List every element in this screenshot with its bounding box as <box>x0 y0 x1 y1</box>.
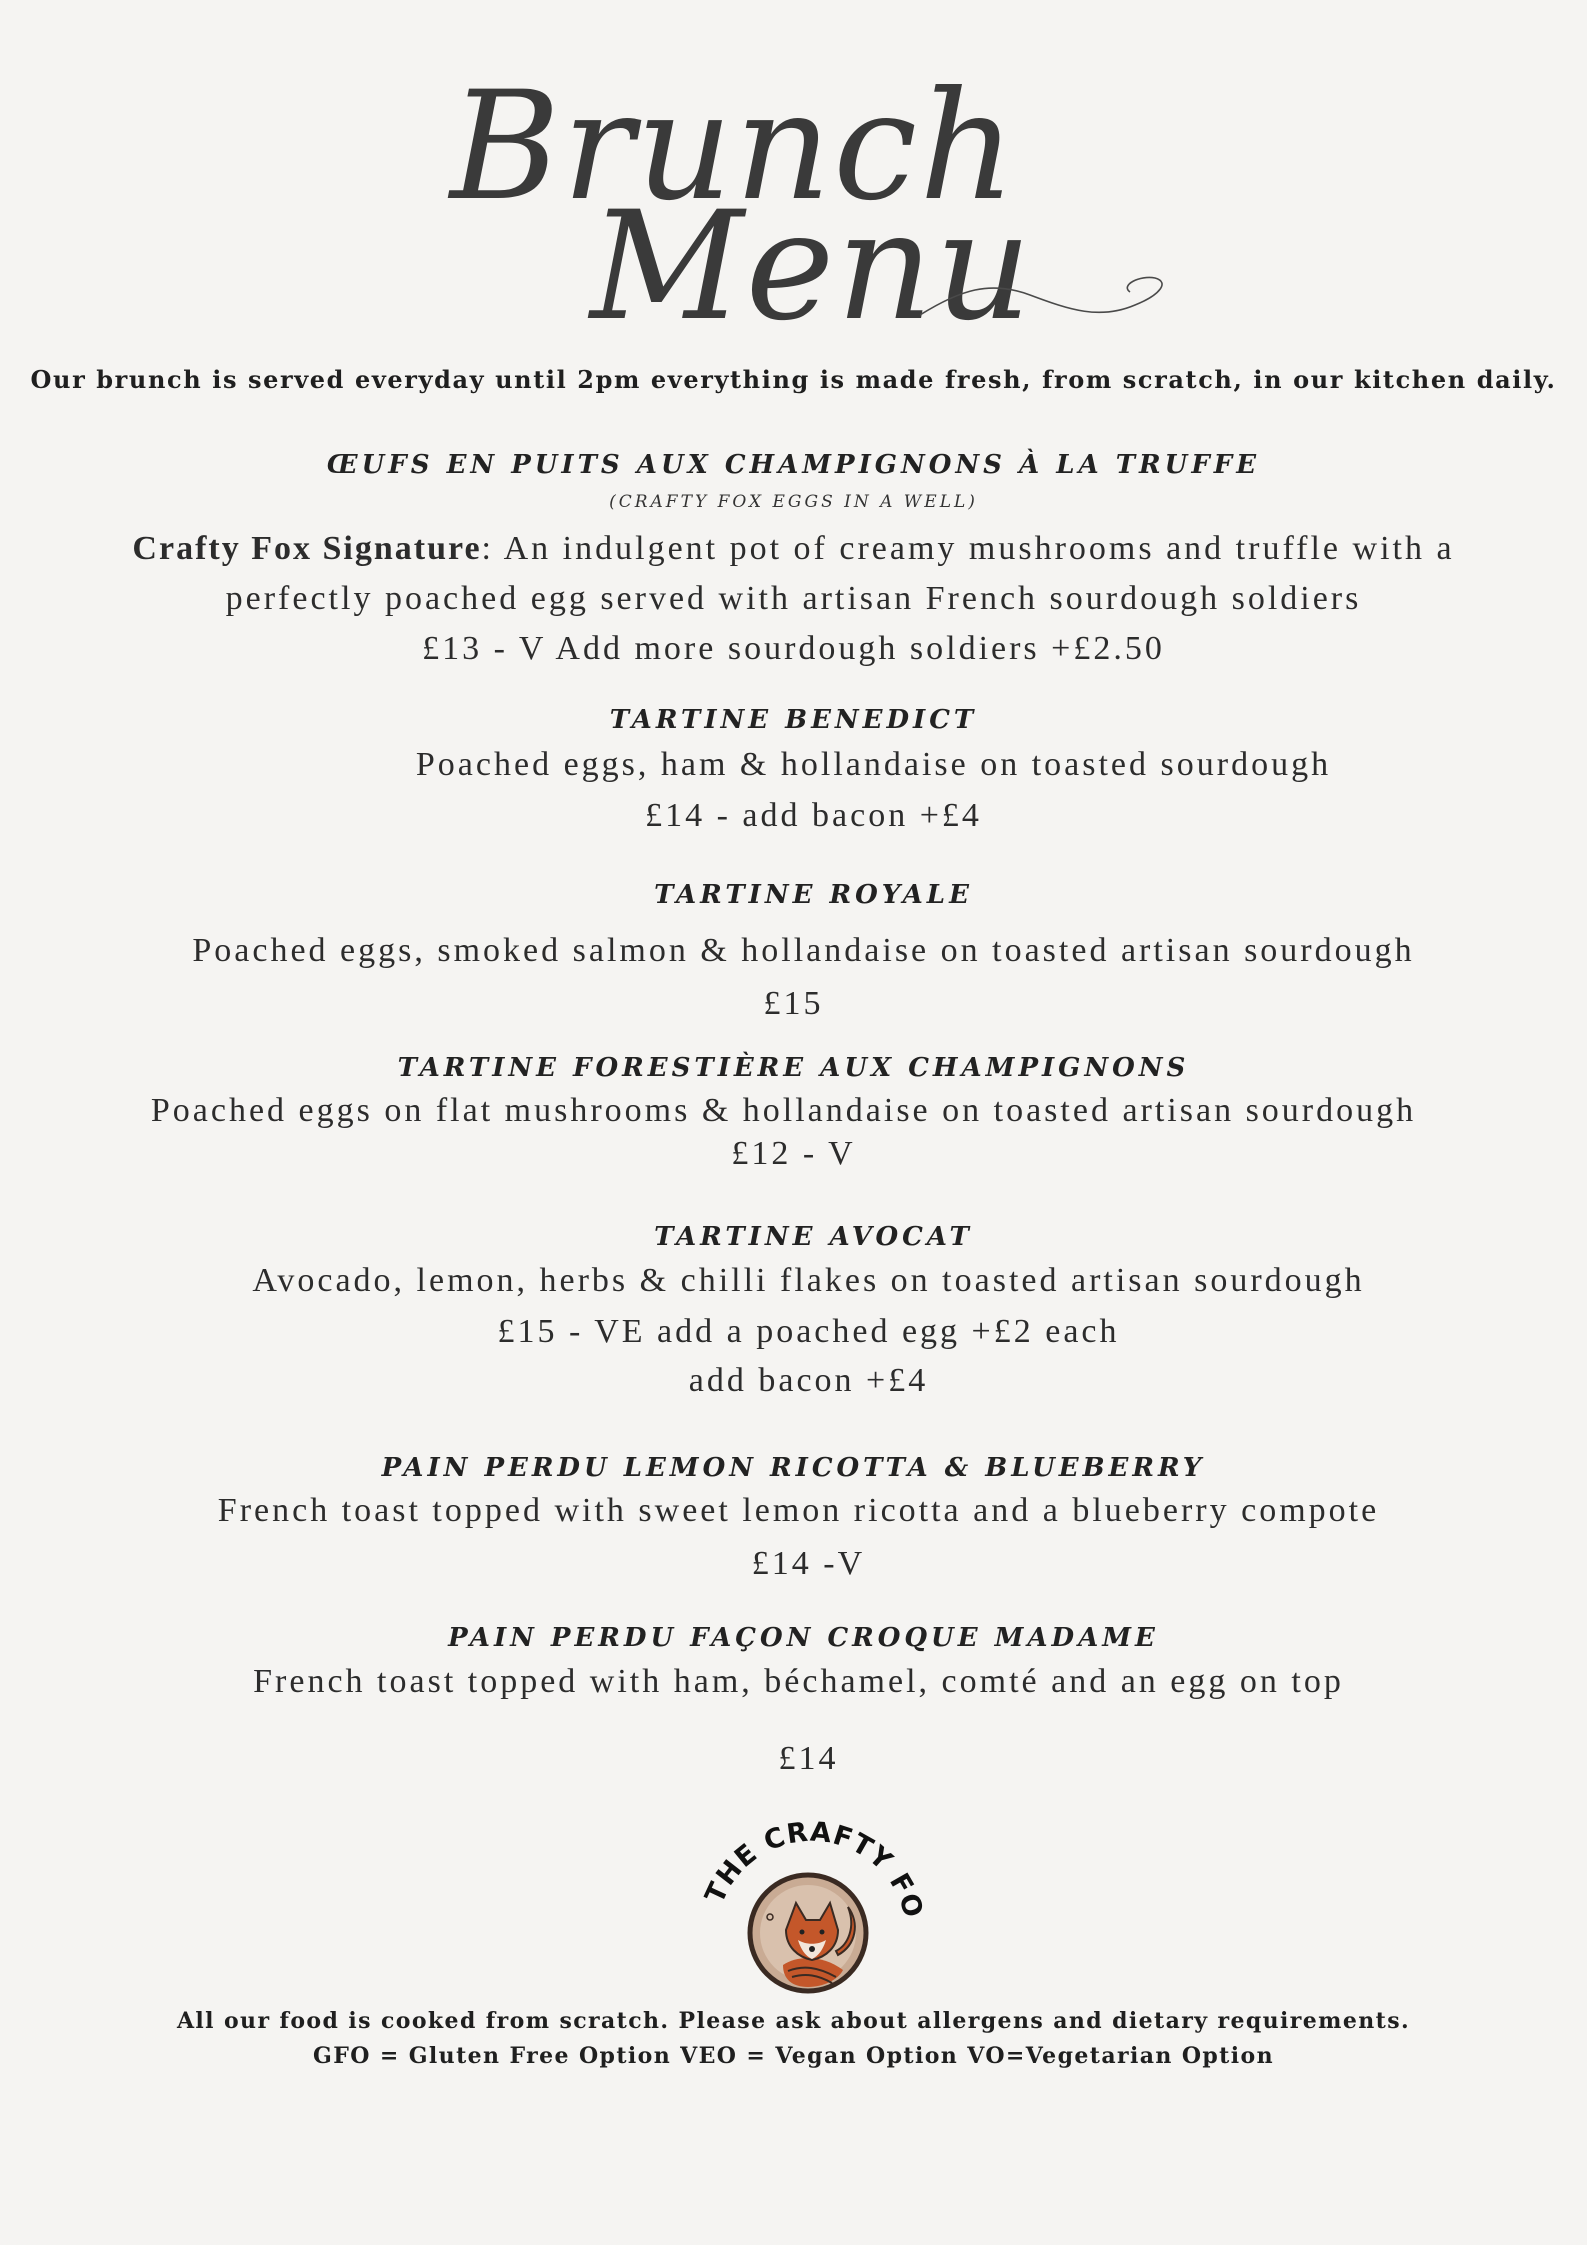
dish-name: PAIN PERDU FAÇON CROQUE MADAME <box>448 1623 1159 1653</box>
dish-subtitle: (CRAFTY FOX EGGS IN A WELL) <box>609 492 978 512</box>
footer-allergen-note: All our food is cooked from scratch. Please ask about allergens and dietary requirements. <box>176 2008 1411 2034</box>
dish-price: £12 - V <box>731 1135 856 1172</box>
dish-description: Poached eggs on flat mushrooms & hollandaise on toasted artisan sourdough <box>150 1092 1417 1129</box>
dish-name: TARTINE BENEDICT <box>609 705 978 735</box>
dish-description: French toast topped with ham, béchamel, comté and an egg on top <box>253 1663 1344 1700</box>
fox-logo-icon <box>688 1805 928 1995</box>
title-swash-decoration <box>920 270 1180 330</box>
dish-name: TARTINE FORESTIÈRE AUX CHAMPIGNONS <box>397 1053 1190 1083</box>
svg-text:THE CRAFTY FOX: THE CRAFTY FO <box>699 1816 928 1922</box>
title-line-brunch: Brunch <box>450 60 1018 234</box>
title-line-menu: Menu <box>590 180 1034 354</box>
crafty-fox-logo <box>688 1805 928 1995</box>
dish-price: £14 -V <box>751 1545 866 1582</box>
dish-description <box>0 530 1587 568</box>
dish-name: TARTINE ROYALE <box>654 880 973 910</box>
signature-label: Crafty Fox Signature <box>132 530 482 567</box>
dish-price: £13 - V Add more sourdough soldiers +£2.50 <box>422 630 1165 667</box>
dish-description: Avocado, lemon, herbs & chilli flakes on toasted artisan sourdough <box>252 1262 1365 1299</box>
dish-description-text: : An indulgent pot of creamy mushrooms and truffle with a <box>481 530 1455 567</box>
intro-text: Our brunch is served everyday until 2pm everything is made fresh, from scratch, in our kitchen daily. <box>30 365 1557 394</box>
dish-price: £14 - add bacon +£4 <box>645 797 982 834</box>
dish-description: Poached eggs, smoked salmon & hollandaise on toasted artisan sourdough <box>192 932 1415 969</box>
dish-price: £14 <box>778 1740 839 1777</box>
dish-price: £15 <box>763 985 824 1022</box>
dish-description: Poached eggs, ham & hollandaise on toasted sourdough <box>415 746 1332 783</box>
footer-dietary-key: GFO = Gluten Free Option VEO = Vegan Option VO=Vegetarian Option <box>313 2043 1274 2069</box>
dish-price: £15 - VE add a poached egg +£2 each <box>497 1313 1120 1350</box>
dish-name: PAIN PERDU LEMON RICOTTA & BLUEBERRY <box>381 1453 1206 1483</box>
dish-description-line2: perfectly poached egg served with artisan French sourdough soldiers <box>225 580 1362 617</box>
dish-description: French toast topped with sweet lemon ricotta and a blueberry compote <box>217 1492 1380 1529</box>
dish-price-extra: add bacon +£4 <box>688 1362 929 1399</box>
dish-name: TARTINE AVOCAT <box>654 1222 973 1252</box>
menu-title <box>420 60 1180 360</box>
dish-name: ŒUFS EN PUITS AUX CHAMPIGNONS À LA TRUFFE <box>326 450 1261 480</box>
